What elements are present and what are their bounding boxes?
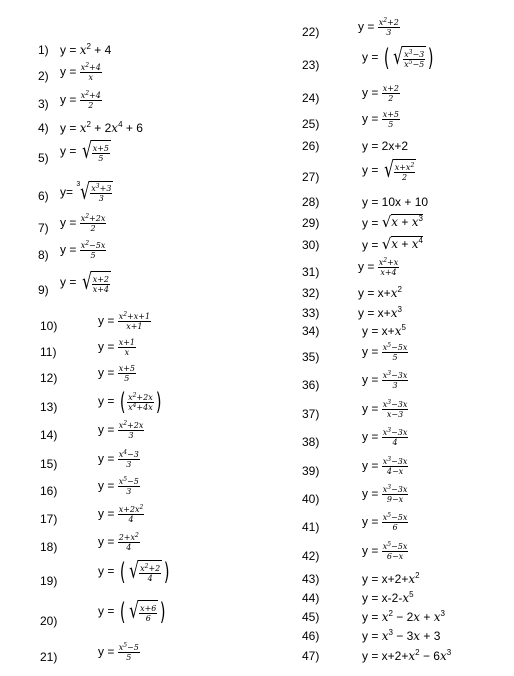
item-number: 28) [302, 195, 320, 209]
item-number: 18) [40, 540, 58, 554]
equation-10: y = $\frac{x^2+x+1}{x+1}$ [98, 311, 151, 331]
equation-4: $y = x^2 + 2x^4 + 6$ [60, 120, 143, 135]
item-number: 32) [302, 286, 320, 300]
equation-3: y = $\frac{x^2+4}{2}$ [60, 90, 101, 110]
item-number: 8) [38, 248, 49, 262]
item-number: 45) [302, 610, 320, 624]
item-number: 9) [38, 283, 49, 297]
equation-32: $y = x+x^2$ [358, 285, 402, 300]
equation-45: $y = x^2 - 2x + x^3$ [362, 609, 445, 624]
item-number: 33) [302, 306, 320, 320]
equation-31: y = $\frac{x^2+x}{x+4}$ [358, 257, 399, 277]
equation-21: y = $\frac{x^5-5}{5}$ [98, 642, 139, 662]
item-number: 12) [40, 371, 58, 385]
equation-12: y = $\frac{x+5}{5}$ [98, 364, 135, 383]
item-number: 17) [40, 512, 58, 526]
item-number: 26) [302, 139, 320, 153]
equation-22: y = $\frac{x^2+2}{3}$ [358, 17, 399, 37]
equation-46: $y = x^3 - 3x + 3$ [362, 628, 441, 643]
equation-39: y = $\frac{x^3-3x}{4-x}$ [362, 456, 408, 476]
item-number: 27) [302, 170, 320, 184]
item-number: 44) [302, 591, 320, 605]
item-number: 42) [302, 549, 320, 563]
item-number: 30) [302, 238, 320, 252]
item-number: 15) [40, 457, 58, 471]
item-number: 22) [302, 25, 320, 39]
item-number: 40) [302, 492, 320, 506]
item-number: 2) [38, 69, 49, 83]
equation-36: y = $\frac{x^3-3x}{3}$ [362, 370, 408, 390]
equation-27: y = √ $\frac{x+x^2}{2}$ [362, 158, 415, 183]
equation-5: y = √ $\frac{x+5}{5}$ [60, 139, 110, 164]
equation-24: y = $\frac{x+2}{2}$ [362, 84, 399, 103]
equation-8: y = $\frac{x^2-5x}{5}$ [60, 240, 106, 260]
equation-40: y = $\frac{x^3-3x}{9-x}$ [362, 484, 408, 504]
equation-25: y = $\frac{x+5}{5}$ [362, 110, 399, 129]
equation-37: y = $\frac{x^3-3x}{x-3}$ [362, 399, 408, 419]
item-number: 4) [38, 121, 49, 135]
equation-11: y = $\frac{x+1}{x}$ [98, 338, 135, 357]
equation-28: y = 10x + 10 [362, 195, 429, 209]
equation-26: y = 2x+2 [362, 139, 409, 153]
equation-9: y = √ $\frac{x+2}{x+4}$ [60, 270, 110, 295]
item-number: 36) [302, 378, 320, 392]
equation-2: y = $\frac{x^2+4}{x}$ [60, 62, 101, 82]
item-number: 11) [40, 345, 57, 359]
item-number: 37) [302, 407, 320, 421]
item-number: 46) [302, 629, 320, 643]
item-number: 23) [302, 58, 320, 72]
item-number: 1) [38, 43, 49, 57]
equation-6: y= $^3$ √ $\frac{x^3+3}{3}$ [60, 179, 112, 205]
item-number: 14) [40, 428, 58, 442]
equation-33: $y = x+x^3$ [358, 305, 402, 320]
equation-30: y = √ $x + x^4$ [362, 235, 423, 253]
item-number: 29) [302, 216, 320, 230]
equation-19: y = ( √ $\frac{x^2+2}{4}$ ) [98, 558, 170, 586]
item-number: 31) [302, 265, 320, 279]
equation-16: y = $\frac{x^5-5}{3}$ [98, 476, 139, 496]
equation-1: $y = x^2 + 4$ [60, 42, 112, 57]
equation-35: y = $\frac{x^5-5x}{5}$ [362, 342, 408, 362]
item-number: 16) [40, 484, 58, 498]
equation-13: y = ( $\frac{x^2+2x}{x^4+4x}$ ) [98, 388, 162, 416]
item-number: 10) [40, 319, 58, 333]
item-number: 43) [302, 572, 320, 586]
item-number: 25) [302, 117, 320, 131]
equation-20: y = ( √ $\frac{x+6}{6}$ ) [98, 598, 166, 626]
equation-43: $y = x+2+x^2$ [362, 571, 420, 586]
item-number: 20) [40, 614, 58, 628]
item-number: 3) [38, 97, 49, 111]
equation-29: y = √ $x + x^3$ [362, 213, 423, 231]
equation-23: y = ( √ $\frac{x^3-3}{x^5-5}$ ) [362, 44, 434, 72]
item-number: 34) [302, 324, 320, 338]
item-number: 39) [302, 464, 320, 478]
item-number: 19) [40, 574, 58, 588]
equation-47: $y = x+2+x^2 - 6x^3$ [362, 648, 452, 663]
item-number: 6) [38, 189, 49, 203]
item-number: 24) [302, 91, 320, 105]
item-number: 38) [302, 435, 320, 449]
equation-17: y = $\frac{x+2x^2}{4}$ [98, 504, 144, 524]
equation-15: y = $\frac{x^4-3}{3}$ [98, 449, 139, 469]
equation-14: y = $\frac{x^2+2x}{3}$ [98, 420, 144, 440]
equation-44: $y = x-2-x^5$ [362, 590, 414, 605]
equation-7: y = $\frac{x^2+2x}{2}$ [60, 213, 106, 233]
item-number: 5) [38, 151, 49, 165]
item-number: 13) [40, 400, 58, 414]
equation-41: y = $\frac{x^5-5x}{6}$ [362, 512, 408, 532]
equation-38: y = $\frac{x^3-3x}{4}$ [362, 427, 408, 447]
equation-18: y = $\frac{2+x^2}{4}$ [98, 532, 139, 552]
item-number: 21) [40, 650, 58, 664]
item-number: 47) [302, 649, 320, 663]
item-number: 35) [302, 350, 320, 364]
item-number: 41) [302, 520, 320, 534]
item-number: 7) [38, 221, 49, 235]
equation-42: y = $\frac{x^5-5x}{6-x}$ [362, 541, 408, 561]
equation-34: $y = x+x^5$ [362, 323, 406, 338]
